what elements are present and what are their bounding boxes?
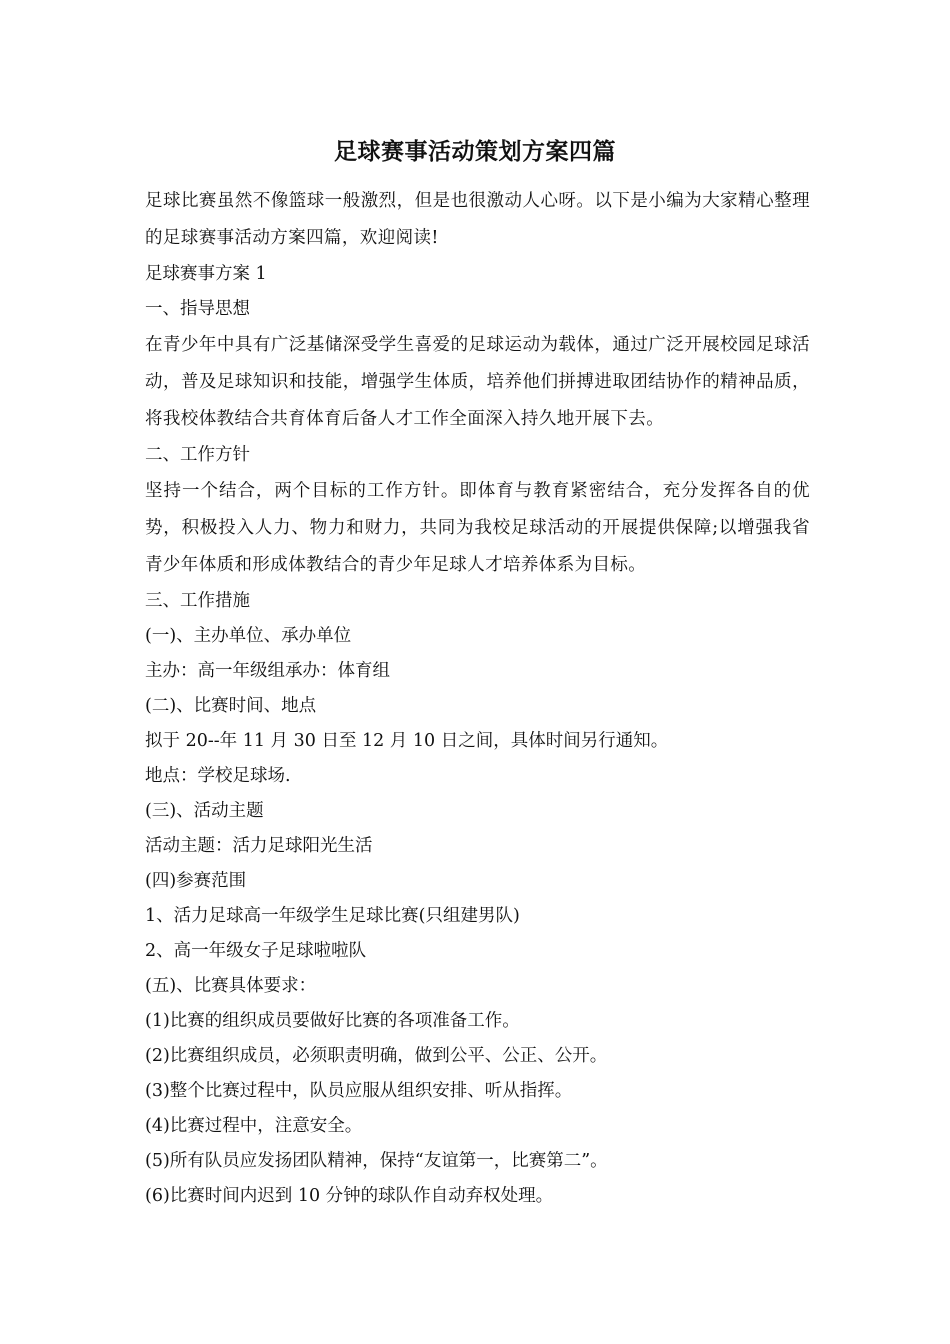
- intro-paragraph: 足球比赛虽然不像篮球一般激烈，但是也很激动人心呀。以下是小编为大家精心整理的足球赛事活动方案四篇，欢迎阅读!: [145, 191, 810, 248]
- list-item: 拟于 20--年 11 月 30 日至 12 月 10 日之间，具体时间另行通知。: [145, 731, 669, 751]
- list-item: (四)参赛范围: [145, 871, 247, 891]
- list-item: (5)所有队员应发扬团队精神，保持“友谊第一，比赛第二”。: [145, 1151, 608, 1171]
- section-heading-guiding-idea: 一、指导思想: [145, 299, 250, 319]
- list-item: (五)、比赛具体要求：: [145, 976, 317, 996]
- document-title: 足球赛事活动策划方案四篇: [334, 138, 616, 165]
- list-item: 1、活力足球高一年级学生足球比赛(只组建男队): [145, 906, 520, 926]
- section-body-guiding-idea: 在青少年中具有广泛基储深受学生喜爱的足球运动为载体，通过广泛开展校园足球活动，普及足球知识和技能，增强学生体质，培养他们拼搏进取团结协作的精神品质，将我校体教结合共育体育后备人才工作全面深入持久地开展下去。: [145, 335, 810, 429]
- list-item: 2、高一年级女子足球啦啦队: [145, 941, 367, 961]
- list-item: (一)、主办单位、承办单位: [145, 626, 352, 646]
- list-item: 主办：高一年级组承办：体育组: [145, 661, 390, 681]
- section-heading-work-measures: 三、工作措施: [145, 591, 250, 611]
- list-item: (4)比赛过程中，注意安全。: [145, 1116, 363, 1136]
- list-item: (2)比赛组织成员，必须职责明确，做到公平、公正、公开。: [145, 1046, 608, 1066]
- list-item: (6)比赛时间内迟到 10 分钟的球队作自动弃权处理。: [145, 1186, 554, 1206]
- document-body: [145, 183, 810, 1214]
- list-item: 地点：学校足球场.: [145, 766, 291, 786]
- section-heading-work-policy: 二、工作方针: [145, 445, 250, 465]
- list-item: (1)比赛的组织成员要做好比赛的各项准备工作。: [145, 1011, 520, 1031]
- section-body-work-policy: 坚持一个结合，两个目标的工作方针。即体育与教育紧密结合，充分发挥各自的优势，积极投入人力、物力和财力，共同为我校足球活动的开展提供保障;以增强我省青少年体质和形成体教结合的青少年足球人才培养体系为目标。: [145, 481, 810, 575]
- list-item: (三)、活动主题: [145, 801, 264, 821]
- list-item: (3)整个比赛过程中，队员应服从组织安排、听从指挥。: [145, 1081, 573, 1101]
- list-item: 活动主题：活力足球阳光生活: [145, 836, 373, 856]
- list-item: (二)、比赛时间、地点: [145, 696, 317, 716]
- plan-heading: 足球赛事方案 1: [145, 264, 267, 284]
